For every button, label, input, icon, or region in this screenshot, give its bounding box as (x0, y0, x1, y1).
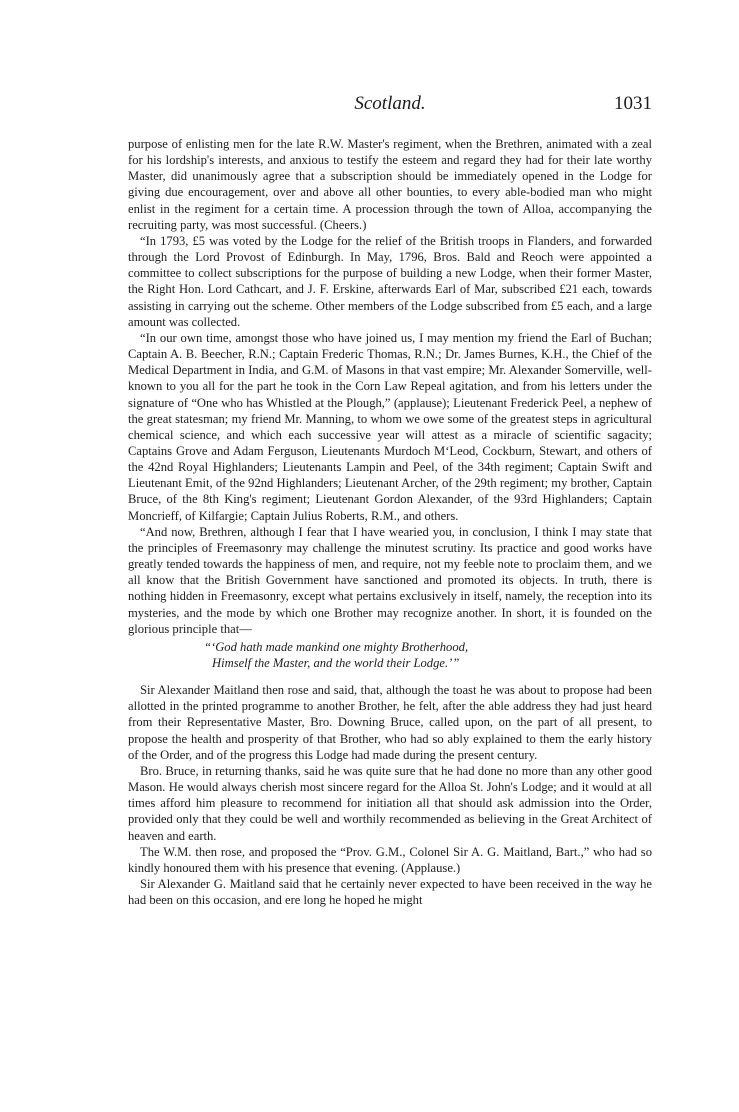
verse-quotation (204, 639, 652, 671)
verse-line: “‘God hath made mankind one mighty Brotherhood, (204, 639, 469, 654)
verse-line: Himself the Master, and the world their Lodge.’” (212, 656, 460, 670)
article-body (128, 136, 652, 908)
paragraph: The W.M. then rose, and proposed the “Prov. G.M., Colonel Sir A. G. Maitland, Bart.,” who had so kindly honoured them with his presence that evening. (Applause.) (128, 844, 652, 875)
paragraph: “In 1793, £5 was voted by the Lodge for the relief of the British troops in Flanders, and forwarded through the Lord Provost of Edinburgh. In May, 1796, Bros. Bald and Reoch were appointed a committee to collect subscriptions for the purpose of building a new Lodge, when their former Master, the Right Hon. Lord Cathcart, and J. F. Erskine, afterwards Earl of Mar, subscribed £21 each, towards assisting in carrying out the scheme. Other members of the Lodge subscribed from £5 each, and a large amount was collected. (128, 233, 652, 329)
paragraph: Bro. Bruce, in returning thanks, said he was quite sure that he had done no more than any other good Mason. He would always cherish most sincere regard for the Alloa St. John's Lodge; and it would at all times afford him pleasure to recommend for initiation all that should ask admission into the Order, provided only that they could be well and worthily recommended as believing in the Great Architect of heaven and earth. (128, 763, 652, 843)
paragraph: Sir Alexander G. Maitland said that he certainly never expected to have been received in the way he had been on this occasion, and ere long he hoped he might (128, 877, 652, 908)
page-header (128, 93, 652, 119)
paragraph: “In our own time, amongst those who have joined us, I may mention my friend the Earl of Buchan; Captain A. B. Beecher, R.N.; Captain Frederic Thomas, R.N.; Dr. James Burnes, K.H., the Chief of the Medical Department in India, and G.M. of Masons in that vast empire; Mr. Alexander Somerville, well-known to you all for the part he took in the Corn Law Repeal agitation, and from his letters under the signature of “One who has Whistled at the Plough,” (applause); Lieutenant Frederick Peel, a nephew of the great statesman; my friend Mr. Manning, to whom we owe some of the greatest steps in agricultural chemical science, and which each successive year will attest as a miracle of scientific sagacity; Captains Grove and Adam Ferguson, Lieutenants Murdoch M‘Leod, Cockburn, Stewart, and others of the 42nd Royal Highlanders; Lieutenants Lampin and Peel, of the 34th regiment; Captain Swift and Lieutenant Emit, of the 92nd Highlanders; Lieutenant Archer, of the 29th regiment; my brother, Captain Bruce, of the 8th King's regiment; Lieutenant Gordon Alexander, of the 93rd Highlanders; Captain Moncrieff, of Kilfargie; Captain Julius Roberts, R.M., and others. (128, 330, 652, 523)
paragraph: “And now, Brethren, although I fear that I have wearied you, in conclusion, I think I may state that the principles of Freemasonry may challenge the minutest scrutiny. Its practice and good works have greatly tended towards the happiness of men, and require, not my feeble note to proclaim them, and we all know that the British Government have sanctioned and promoted its objects. In truth, there is nothing hidden in Freemasonry, except what pertains exclusively in itself, namely, the reception into its mysteries, and the mode by which one Brother may recognize another. In short, it is founded on the glorious principle that— (128, 524, 652, 636)
page-number: 1031 (614, 93, 652, 114)
running-title: Scotland. (354, 93, 426, 114)
paragraph: Sir Alexander Maitland then rose and said, that, although the toast he was about to propose had been allotted in the printed programme to another Brother, he felt, after the able address they had just heard from their Representative Master, Bro. Downing Bruce, called upon, on the part of all present, to propose the health and prosperity of that Brother, who had so ably explained to them the early history of the Order, and of the progress this Lodge had made during the present century. (128, 683, 652, 762)
paragraph: purpose of enlisting men for the late R.W. Master's regiment, when the Brethren, animated with a zeal for his lordship's interests, and anxious to testify the esteem and regard they had for their late worthy Master, did unanimously agree that a subscription should be immediately opened in the Lodge for giving due encouragement, over and above all other bounties, to every able-bodied man who might enlist in the regiment for a certain time. A procession through the town of Alloa, accompanying the recruiting party, was most successful. (Cheers.) (128, 137, 652, 232)
